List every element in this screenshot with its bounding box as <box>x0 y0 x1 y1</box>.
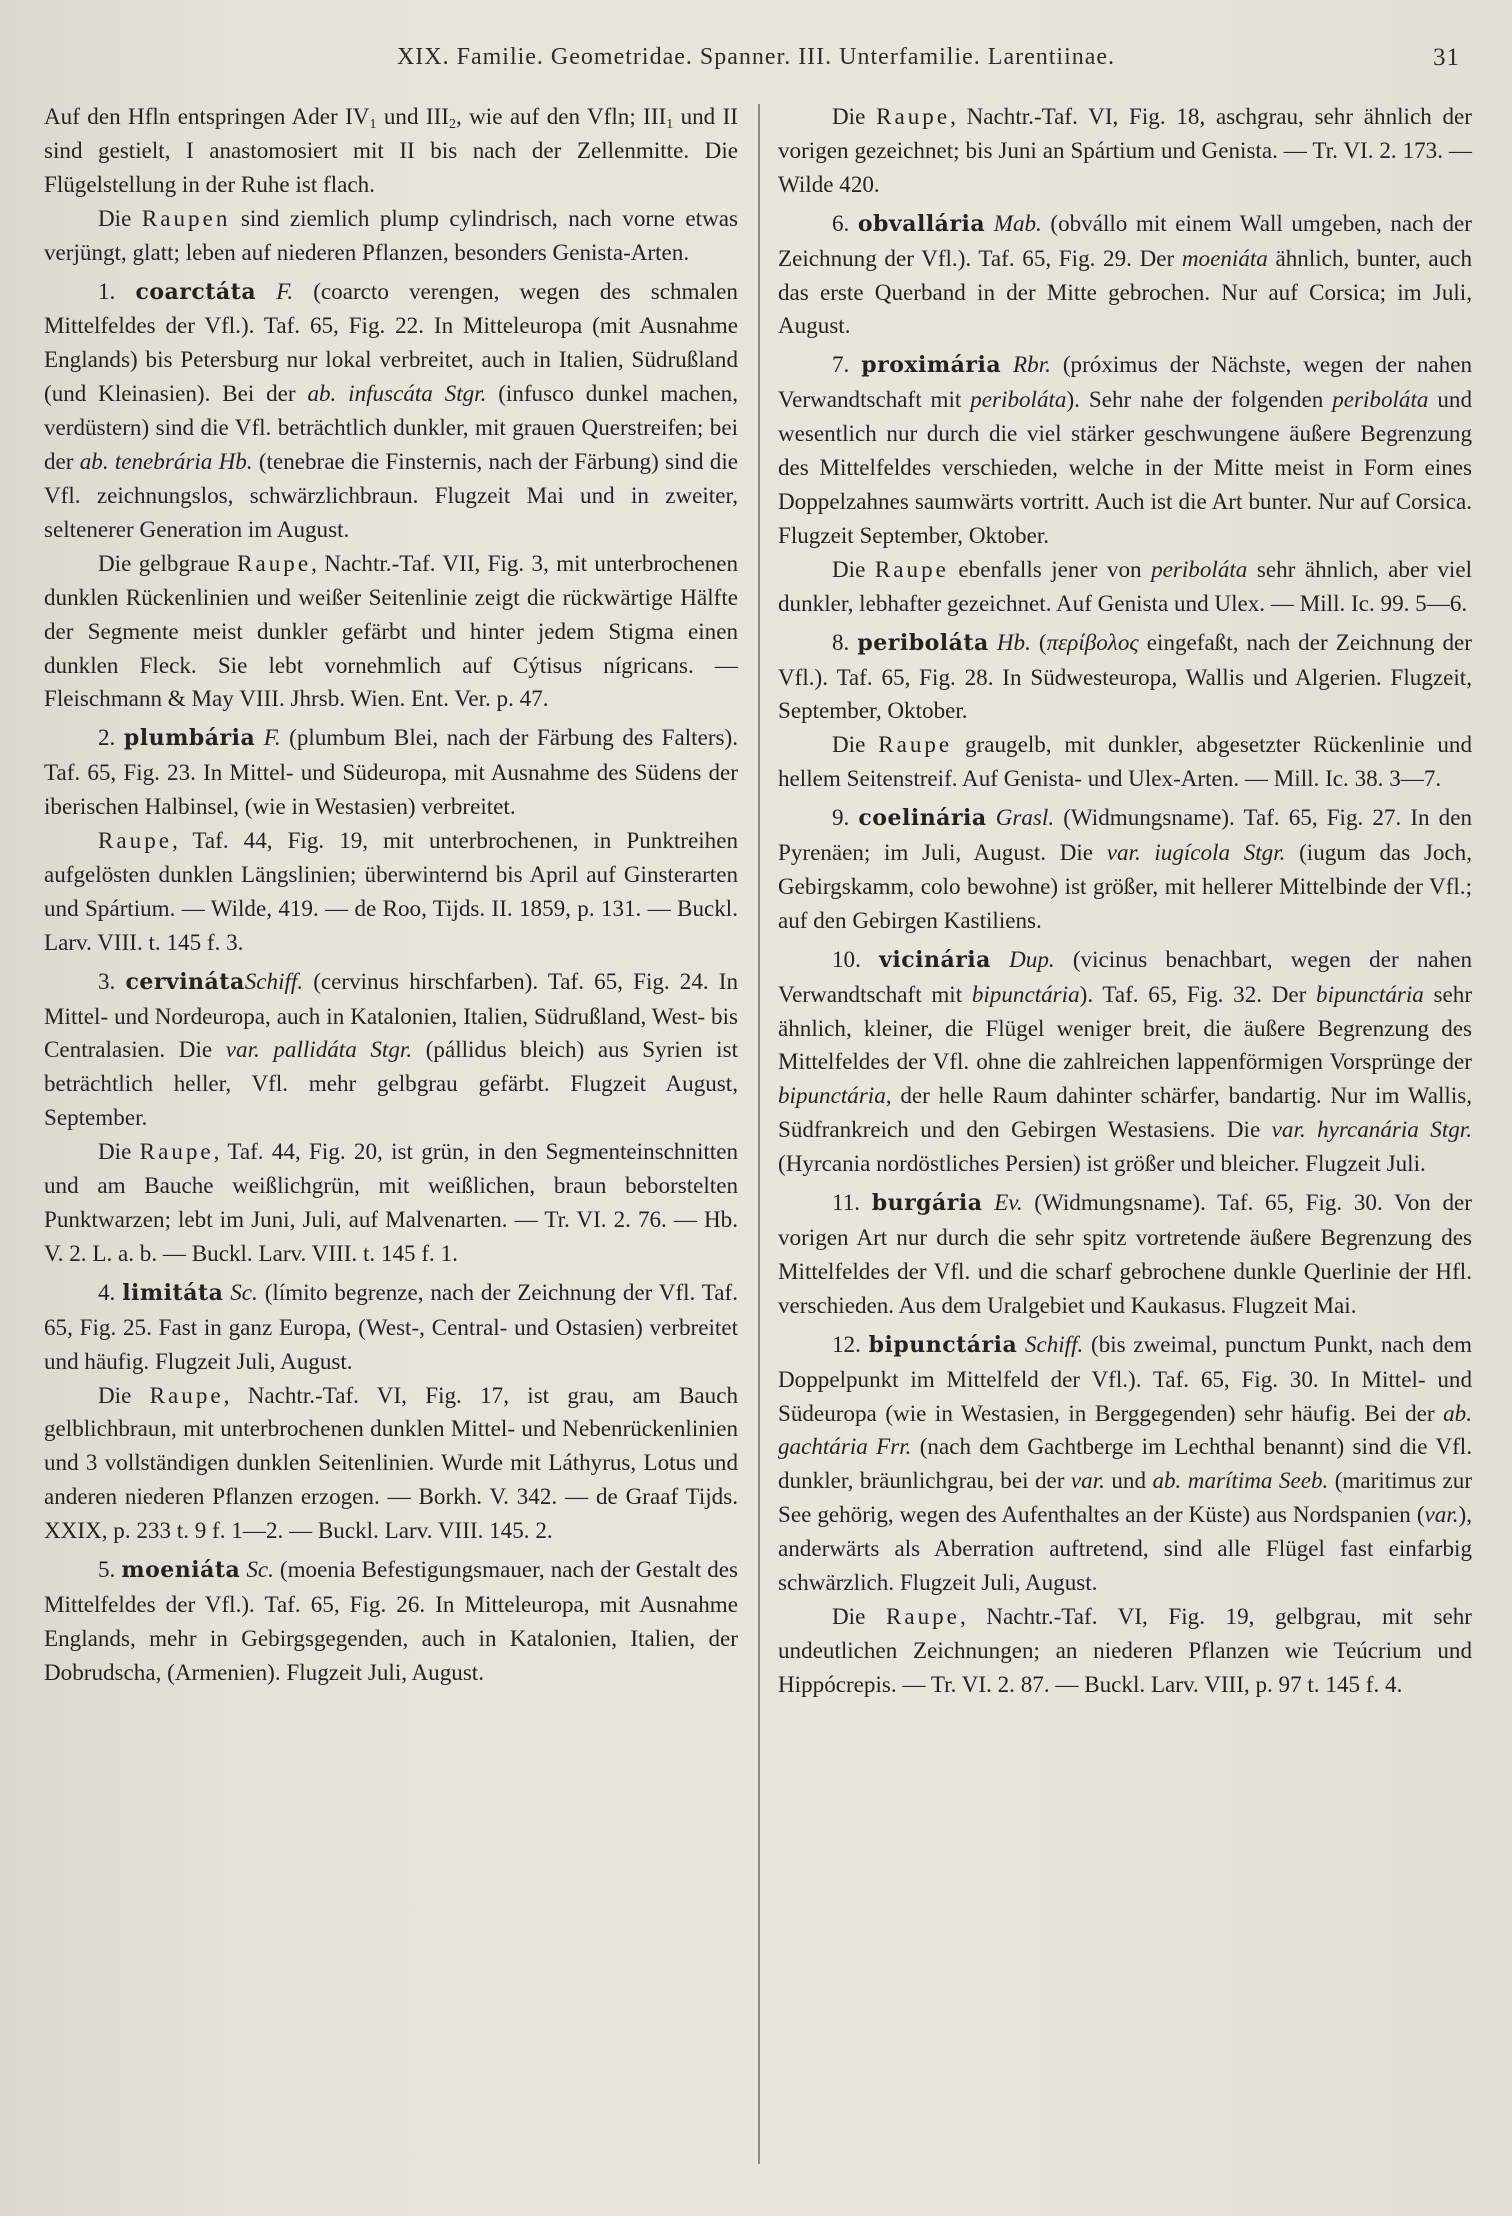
larva-description: Raupe, Taf. 44, Fig. 19, mit unterbrochenen, in Punktreihen aufgelösten dunklen Längslinien; überwinternd bis April auf Ginsterarten und Spártium. — Wilde, 419. — de Roo, Tijds. II. 1859, p. 131. — Buckl. Larv. VIII. t. 145 f. 3. <box>44 827 738 955</box>
species-name: coelinária <box>858 805 987 832</box>
species-entry: 11. burgária Ev. (Widmungsname). Taf. 65, Fig. 30. Von der vorigen Art nur durch die sehr spitz vortretende äußere Begrenzung des Mittelfeldes der Vfl. und die scharf gebrochene dunkle Querlinie der Hfl. verschieden. Aus dem Uralgebiet und Kaukasus. Flugzeit Mai. <box>778 1189 1472 1318</box>
species-name: periboláta <box>857 629 989 656</box>
species-name: cervináta <box>125 968 245 995</box>
larva-description: Die Raupe graugelb, mit dunkler, abgesetzter Rückenlinie und hellem Seitenstreif. Auf Genista- und Ulex-Arten. — Mill. Ic. 38. 3—7. <box>778 731 1473 792</box>
species-name: proximária <box>861 352 1002 379</box>
larva-description: Die Raupe, Nachtr.-Taf. VI, Fig. 19, gelbgrau, mit sehr undeutlichen Zeichnungen; an niederen Pflanzen wie Teúcrium und Hippócrepis. — Tr. VI. 2. 87. — Buckl. Larv. VIII, p. 97 t. 145 f. 4. <box>778 1602 1472 1697</box>
column-divider <box>758 104 760 2164</box>
larva-description: Die Raupe, Nachtr.-Taf. VI, Fig. 18, aschgrau, sehr ähnlich der vorigen gezeichnet; bis Juni an Spártium und Genista. — Tr. VI. 2. 173. — Wilde 420. <box>778 103 1472 197</box>
species-name: plumbária <box>123 725 256 752</box>
left-column <box>44 100 738 1690</box>
intro-paragraph: Auf den Hfln entspringen Ader $IV_1$ und $III_2$, wie auf den Vfln; $III_1$ und II sind gestielt, I anastomosiert mit II bis nach der Zellenmitte. Die Flügelstellung in der Ruhe ist flach. <box>44 103 738 197</box>
species-entry: 2. plumbária F. (plumbum Blei, nach der Färbung des Falters). Taf. 65, Fig. 23. In Mittel- und Südeuropa, mit Ausnahme des Südens der iberischen Halbinsel, (wie in Westasien) verbreitet. <box>44 724 738 820</box>
species-name: bipunctária <box>868 1331 1018 1358</box>
species-entry: 8. periboláta Hb. (περίβολος eingefaßt, nach der Zeichnung der Vfl.). Taf. 65, Fig. 28. In Südwesteuropa, Wallis und Algerien. Flugzeit, September, Oktober. <box>778 628 1472 724</box>
header-title: XIX. Familie. Geometridae. Spanner. III. Unterfamilie. Larentiinae. <box>396 44 1116 70</box>
species-entry: 1. coarctáta F. (coarcto verengen, wegen des schmalen Mittelfeldes der Vfl.). Taf. 65, Fig. 22. In Mitteleuropa (mit Ausnahme Englands) bis Petersburg nur lokal verbreitet, auch in Italien, Südrußland (und Kleinasien). Bei der ab. infuscáta Stgr. (infusco dunkel machen, verdüstern) sind die Vfl. beträchtlich dunkler, mit grauen Querstreifen; bei der ab. tenebrária Hb. (tenebrae die Finsternis, nach der Färbung) sind die Vfl. zeichnungslos, schwärzlichbraun. Flugzeit Mai und in zweiter, seltenerer Generation im August. <box>44 277 738 542</box>
species-entry: 5. moeniáta Sc. (moenia Befestigungsmauer, nach der Gestalt des Mittelfeldes der Vfl.). Taf. 65, Fig. 26. In Mitteleuropa, mit Ausnahme Englands, mehr in Gebirgsgegenden, auch in Katalonien, Italien, der Dobrudscha, (Armenien). Flugzeit Juli, August. <box>44 1556 738 1685</box>
species-entry: 10. vicinária Dup. (vicinus benachbart, wegen der nahen Verwandtschaft mit bipunctária). Taf. 65, Fig. 32. Der bipunctária sehr ähnlich, kleiner, die Flügel weniger breit, die äußere Begrenzung des Mittelfeldes der Vfl. ohne die zahlreichen lappenförmigen Vorsprünge der bipunctária, der helle Raum dahinter schärfer, bandartig. Nur im Wallis, Südfrankreich und den Gebirgen Westasiens. Die var. hyrcanária Stgr. (Hyrcania nordöstliches Persien) ist größer und bleicher. Flugzeit Juli. <box>778 945 1473 1177</box>
larva-description: Die Raupe ebenfalls jener von periboláta sehr ähnlich, aber viel dunkler, lebhafter gezeichnet. Auf Genista und Ulex. — Mill. Ic. 99. 5—6. <box>778 555 1473 616</box>
species-entry: 9. coelinária Grasl. (Widmungsname). Taf. 65, Fig. 27. In den Pyrenäen; im Juli, August. Die var. iugícola Stgr. (iugum das Joch, Gebirgskamm, colo bewohne) ist größer, mit hellerer Mittelbinde der Vfl.; auf den Gebirgen Kastiliens. <box>778 804 1473 933</box>
species-name: coarctáta <box>135 278 257 305</box>
larva-description: Die Raupe, Nachtr.-Taf. VI, Fig. 17, ist grau, am Bauch gelblichbraun, mit unterbrochenen dunklen Mittel- und Nebenrückenlinien und 3 vollständigen dunklen Seitenlinien. Wurde mit Láthyrus, Lotus und anderen niederen Pflanzen erzogen. — Borkh. V. 342. — de Graaf Tijds. XXIX, p. 233 t. 9 f. 1—2. — Buckl. Larv. VIII. 145. 2. <box>44 1381 738 1544</box>
species-name: obvallária <box>857 210 986 237</box>
species-name: moeniáta <box>121 1557 241 1584</box>
species-name: limitáta <box>122 1279 224 1306</box>
species-entry: 4. limitáta Sc. (límito begrenze, nach der Zeichnung der Vfl. Taf. 65, Fig. 25. Fast in ganz Europa, (West-, Central- und Ostasien) verbreitet und häufig. Flugzeit Juli, August. <box>44 1278 738 1374</box>
larva-description: Die Raupe, Taf. 44, Fig. 20, ist grün, in den Segmenteinschnitten und am Bauche weißlichgrün, mit weißlichen, braun beborstelten Punktwarzen; lebt im Juni, Juli, auf Malvenarten. — Tr. VI. 2. 76. — Hb. V. 2. L. a. b. — Buckl. Larv. VIII. t. 145 f. 1. <box>44 1138 739 1266</box>
species-entry: 7. proximária Rbr. (próximus der Nächste, wegen der nahen Verwandtschaft mit periboláta). Sehr nahe der folgenden periboláta und wesentlich nur durch die viel stärker geschwungene äußere Begrenzung des Mittelfeldes verschieden, welche in der Mitte meist in Form eines Doppelzahnes saumwärts vortritt. Auch ist die Art bunter. Nur auf Corsica. Flugzeit September, Oktober. <box>778 351 1472 548</box>
larvae-intro-paragraph: Die Raupen sind ziemlich plump cylindrisch, nach vorne etwas verjüngt, glatt; leben auf niederen Pflanzen, besonders Genista-Arten. <box>44 204 738 265</box>
right-column <box>778 100 1472 1702</box>
larva-description: Die gelbgraue Raupe, Nachtr.-Taf. VII, Fig. 3, mit unterbrochenen dunklen Rückenlinien und weißer Seitenlinie zeigt die rückwärtige Hälfte der Segmente meist dunkler gefärbt und hinter jedem Stigma einen dunklen Fleck. Sie lebt vornehmlich auf Cýtisus nígricans. — Fleischmann & May VIII. Jhrsb. Wien. Ent. Ver. p. 47. <box>44 549 738 712</box>
page-number: 31 <box>1433 44 1460 71</box>
species-entry: 6. obvallária Mab. (obvállo mit einem Wall umgeben, nach der Zeichnung der Vfl.). Taf. 65, Fig. 29. Der moeniáta ähnlich, bunter, auch das erste Querband in der Mitte gebrochen. Nur auf Corsica; im Juli, August. <box>778 209 1472 339</box>
species-name: burgária <box>871 1190 983 1217</box>
running-header <box>44 44 1468 78</box>
species-name: vicinária <box>879 946 991 973</box>
species-entry: 12. bipunctária Schiff. (bis zweimal, punctum Punkt, nach dem Doppelpunkt im Mittelfeld der Vfl.). Taf. 65, Fig. 30. In Mittel- und Südeuropa (wie in Westasien, in Berggegenden) sehr häufig. Bei der ab. gachtária Frr. (nach dem Gachtberge im Lechthal benannt) sind die Vfl. dunkler, bräunlichgrau, bei der var. und ab. marítima Seeb. (maritimus zur See gehörig, wegen des Aufenthaltes an der Küste) aus Nordspanien (var.), anderwärts als Aberration auftretend, sind alle Flügel fast einfarbig schwärzlich. Flugzeit Juli, August. <box>778 1330 1473 1596</box>
species-entry: 3. cervinátaSchiff. (cervinus hirschfarben). Taf. 65, Fig. 24. In Mittel- und Nordeuropa, auch in Katalonien, Italien, Südrußland, West- bis Centralasien. Die var. pallidáta Stgr. (pállidus bleich) aus Syrien ist beträchtlich heller, Vfl. mehr gelbgrau gefärbt. Flugzeit August, September. <box>44 967 739 1131</box>
